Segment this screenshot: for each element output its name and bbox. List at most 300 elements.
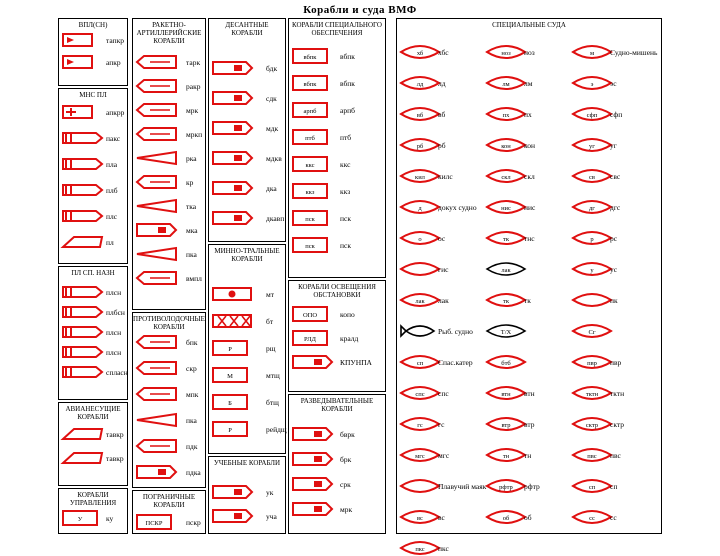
symbol-label: пх (524, 110, 532, 119)
cross-symbol-icon (212, 313, 254, 329)
symbol-inner-text: сп (416, 360, 424, 367)
symbol-label: эс (610, 79, 617, 88)
symbol-item (136, 438, 202, 454)
symbol-label: мтщ (266, 371, 280, 380)
symbol-label: докух судно (438, 203, 477, 212)
symbol-label: мпк (186, 390, 199, 399)
symbol-item (486, 447, 566, 463)
symbol-label: бпк (186, 338, 198, 347)
symbol-inner-text: лм (502, 81, 510, 88)
symbol-inner-text: У (77, 516, 83, 523)
symbol-label: рб (438, 141, 446, 150)
symbol-label: сфп (610, 110, 623, 119)
symbol-item (136, 54, 202, 70)
flag-symbol-icon (62, 32, 104, 48)
symbol-item (400, 447, 480, 463)
ship-symbol-icon (212, 60, 254, 76)
eye-symbol-icon (572, 447, 614, 463)
symbol-inner-text: уг (589, 143, 595, 150)
eye-symbol-icon (572, 416, 614, 432)
hull-symbol-icon (62, 344, 104, 360)
symbol-item (136, 270, 202, 286)
symbol-inner-text: спс (415, 391, 425, 398)
symbol-label: вс (438, 513, 445, 522)
symbol-label: бтщ (266, 398, 279, 407)
symbol-label: кр (186, 178, 194, 187)
symbol-inner-text: пкс (415, 546, 425, 553)
tri-symbol-icon (136, 412, 178, 428)
symbol-inner-text: вбпк (303, 81, 317, 88)
symbol-item (486, 416, 566, 432)
boxtext-symbol-icon (212, 340, 254, 356)
symbol-label: мдкв (266, 154, 282, 163)
symbol-label: Плавучий маяк (438, 482, 487, 491)
symbol-inner-text: об (502, 515, 510, 522)
symbol-item (486, 137, 566, 153)
symbol-item (136, 386, 202, 402)
eye-symbol-icon (486, 354, 528, 370)
boxtext-symbol-icon (292, 48, 334, 64)
symbol-label: ракр (186, 82, 201, 91)
eye-symbol-icon (572, 385, 614, 401)
symbol-label: тавкр (106, 454, 124, 463)
symbol-label: хбс (438, 48, 449, 57)
symbol-label: ку (106, 514, 114, 523)
symbol-label: ос (438, 234, 446, 243)
symbol-inner-text: сс (589, 515, 595, 522)
boxtext-symbol-icon (292, 306, 334, 322)
symbol-label: гис (438, 265, 449, 274)
symbol-label: вб (438, 110, 446, 119)
eye-symbol-icon (400, 509, 442, 525)
symbol-inner-text: кон (501, 143, 511, 150)
symbol-item (292, 75, 382, 91)
symbol-label: лак (438, 296, 449, 305)
symbol-item (136, 334, 202, 350)
symbol-label: ноз (524, 48, 535, 57)
symbol-inner-text: ПСКР (145, 520, 163, 527)
ship-symbol-icon (136, 222, 178, 238)
symbol-item (212, 60, 282, 76)
symbol-inner-text: ноз (501, 50, 511, 57)
symbol-label: ккс (340, 160, 351, 169)
symbol-item (572, 106, 652, 122)
symbol-label: сп (610, 482, 618, 491)
arrowship-symbol-icon (136, 360, 178, 376)
symbol-label: плс (106, 212, 118, 221)
symbol-inner-text: нис (501, 205, 511, 212)
symbol-item (292, 354, 382, 370)
eye-symbol-icon (486, 75, 528, 91)
symbol-label: пскр (186, 518, 201, 527)
symbol-item (486, 168, 566, 184)
symbol-label: мгс (438, 451, 450, 460)
symbol-inner-text: Б (228, 400, 232, 407)
boxtext-symbol-icon (212, 421, 254, 437)
panel-header: ПОГРАНИЧНЫЕ КОРАБЛИ (142, 493, 196, 509)
eye-symbol-icon (572, 292, 614, 308)
symbol-item (572, 509, 652, 525)
symbol-item (400, 478, 487, 494)
symbol-item (400, 137, 480, 153)
eye-symbol-icon (486, 416, 528, 432)
symbol-inner-text: м (589, 50, 595, 57)
symbol-inner-text: скл (501, 174, 511, 181)
symbol-item (212, 340, 282, 356)
symbol-item (572, 385, 652, 401)
symbol-label: пка (186, 250, 197, 259)
symbol-label: Судно-мишень (610, 48, 658, 57)
symbol-label: спс (438, 389, 449, 398)
symbol-inner-text: птб (305, 135, 315, 142)
symbol-label: мка (186, 226, 198, 235)
eye-symbol-icon (572, 75, 614, 91)
symbol-item (136, 102, 202, 118)
symbol-item (400, 230, 480, 246)
boxtext-symbol-icon (292, 183, 334, 199)
symbol-inner-text: хб (416, 50, 424, 57)
panel-header: УЧЕБНЫЕ КОРАБЛИ (213, 459, 281, 467)
eye-symbol-icon (400, 75, 442, 91)
symbol-inner-text: вб (416, 112, 424, 119)
symbol-item (62, 208, 124, 224)
boxtext-symbol-icon (292, 156, 334, 172)
boxtext-symbol-icon (292, 75, 334, 91)
symbol-label: плсн (106, 288, 122, 297)
symbol-item (136, 198, 202, 214)
symbol-label: бдк (266, 64, 278, 73)
symbol-item (136, 464, 202, 480)
symbol-label: рфтр (524, 482, 540, 491)
symbol-item (212, 394, 282, 410)
eye-symbol-icon (486, 44, 528, 60)
arrowship-symbol-icon (136, 334, 178, 350)
symbol-item (292, 426, 382, 442)
eye-symbol-icon (486, 478, 528, 494)
symbol-item (486, 199, 566, 215)
symbol-label: свс (610, 172, 621, 181)
symbol-label: ук (266, 488, 274, 497)
symbol-inner-text: тк (503, 298, 509, 305)
symbol-label: мт (266, 290, 275, 299)
symbol-label: килс (438, 172, 453, 181)
symbol-label: пвр (610, 358, 622, 367)
symbol-item (62, 234, 124, 250)
symbol-label: уг (610, 141, 617, 150)
symbol-item (292, 237, 382, 253)
ship-symbol-icon (292, 354, 334, 370)
panel-header: СПЕЦИАЛЬНЫЕ СУДА (492, 21, 566, 29)
symbol-item (292, 129, 382, 145)
symbol-label: втр (524, 420, 535, 429)
eye-symbol-icon (572, 354, 614, 370)
symbol-label: КПУНПА (340, 358, 372, 367)
symbol-label: лм (524, 79, 533, 88)
eye-symbol-icon (486, 137, 528, 153)
symbol-label: нис (524, 203, 536, 212)
fish-symbol-icon (400, 323, 442, 339)
arrowship-symbol-icon (136, 438, 178, 454)
symbol-label: спласн (106, 368, 128, 377)
symbol-inner-text: э (590, 81, 594, 88)
hull-symbol-icon (62, 364, 104, 380)
eye-symbol-icon (400, 168, 442, 184)
symbol-inner-text: сп (588, 484, 596, 491)
boxtext-symbol-icon (136, 514, 178, 530)
symbol-item (572, 416, 652, 432)
ship-symbol-icon (136, 464, 178, 480)
symbol-label: плб (106, 186, 118, 195)
symbol-inner-text: рфтр (499, 484, 513, 491)
symbol-label: апкрр (106, 108, 125, 117)
slant-symbol-icon (62, 426, 104, 442)
tri-symbol-icon (136, 198, 178, 214)
symbol-label: рщ (266, 344, 276, 353)
symbol-label: арпб (340, 106, 355, 115)
symbol-item (136, 174, 202, 190)
symbol-item (400, 168, 480, 184)
symbol-inner-text: у (590, 267, 594, 274)
symbol-item (212, 421, 287, 437)
symbol-item (62, 104, 124, 120)
symbol-inner-text: пвр (587, 360, 597, 367)
symbol-item (400, 323, 480, 339)
symbol-label: об (524, 513, 532, 522)
tri-symbol-icon (136, 246, 178, 262)
symbol-label: скл (524, 172, 535, 181)
symbol-item (400, 416, 480, 432)
symbol-item (572, 447, 652, 463)
symbol-label: ккз (340, 187, 351, 196)
symbol-item (136, 78, 202, 94)
symbol-item (486, 75, 566, 91)
symbol-label: пск (340, 241, 351, 250)
symbol-item (62, 364, 128, 380)
eye-symbol-icon (400, 447, 442, 463)
eye-symbol-icon (572, 199, 614, 215)
eye-symbol-icon (486, 385, 528, 401)
symbol-label: птб (340, 133, 352, 142)
boxtext-symbol-icon (212, 367, 254, 383)
symbol-item (212, 484, 282, 500)
symbol-label: тка (186, 202, 197, 211)
symbol-item (572, 75, 652, 91)
eye-symbol-icon (400, 199, 442, 215)
symbol-item (62, 130, 124, 146)
symbol-item (136, 246, 202, 262)
symbol-item (292, 156, 382, 172)
eyek-symbol-icon (486, 323, 528, 339)
eye-symbol-icon (400, 44, 442, 60)
symbol-item (292, 102, 382, 118)
symbol-label: брк (340, 455, 352, 464)
symbol-label: пка (186, 416, 197, 425)
symbol-label: сдк (266, 94, 277, 103)
symbol-item (400, 75, 480, 91)
symbol-label: скр (186, 364, 197, 373)
symbol-label: бврк (340, 430, 355, 439)
symbol-inner-text: гс (417, 422, 423, 429)
panel-header: ДЕСАНТНЫЕ КОРАБЛИ (225, 21, 269, 37)
symbol-inner-text: вс (417, 515, 423, 522)
symbol-item (212, 120, 282, 136)
symbol-inner-text: д (418, 205, 422, 212)
eye-symbol-icon (486, 509, 528, 525)
symbol-label: рейдщ (266, 425, 287, 434)
panel-header: МИННО-ТРАЛЬНЫЕ КОРАБЛИ (214, 247, 280, 263)
symbol-label: гс (438, 420, 445, 429)
page-title: Корабли и суда ВМФ (303, 4, 417, 16)
hull-symbol-icon (62, 284, 104, 300)
symbol-inner-text: вбпк (303, 54, 317, 61)
symbol-item (136, 360, 202, 376)
symbol-item (212, 90, 282, 106)
symbol-label: рка (186, 154, 197, 163)
panel-header: КОРАБЛИ УПРАВЛЕНИЯ (69, 491, 117, 507)
symbol-label: тк (524, 296, 531, 305)
hull-symbol-icon (62, 130, 104, 146)
symbol-label: дгс (610, 203, 621, 212)
slant-symbol-icon (62, 234, 104, 250)
symbol-item (400, 261, 480, 277)
boxtext-symbol-icon (292, 237, 334, 253)
symbol-label: пакс (106, 134, 121, 143)
symbol-inner-text: тн (502, 453, 510, 460)
symbol-item (486, 478, 566, 494)
tri-symbol-icon (136, 150, 178, 166)
eye-symbol-icon (572, 509, 614, 525)
eye-symbol-icon (400, 478, 442, 494)
ship-symbol-icon (212, 508, 254, 524)
symbol-label: мдк (266, 124, 279, 133)
symbol-item (62, 156, 124, 172)
flag-symbol-icon (62, 54, 104, 70)
symbol-inner-text: ккс (305, 162, 315, 169)
symbol-item (486, 385, 566, 401)
eye-symbol-icon (400, 354, 442, 370)
eyek-symbol-icon (486, 261, 528, 277)
symbol-item (292, 501, 382, 517)
arrowship-symbol-icon (136, 270, 178, 286)
eye-symbol-icon (572, 323, 614, 339)
symbol-label: пвс (610, 451, 621, 460)
ship-symbol-icon (292, 476, 334, 492)
arrowship-symbol-icon (136, 174, 178, 190)
eye-symbol-icon (400, 106, 442, 122)
symbol-label: плбсн (106, 308, 125, 317)
symbol-item (212, 210, 285, 226)
hull-symbol-icon (62, 156, 104, 172)
eye-symbol-icon (486, 199, 528, 215)
ship-symbol-icon (292, 426, 334, 442)
symbol-item (486, 354, 566, 370)
symbol-inner-text: арпб (303, 108, 317, 115)
symbol-item (212, 180, 282, 196)
symbol-label: пл (106, 238, 114, 247)
panel-header: ПРОТИВОЛОДОЧНЫЕ КОРАБЛИ (133, 315, 205, 331)
symbol-item (572, 44, 658, 60)
boxtext-symbol-icon (292, 330, 334, 346)
symbol-item (486, 509, 566, 525)
symbol-label: тн (524, 451, 532, 460)
mine-symbol-icon (212, 286, 254, 302)
symbol-inner-text: лд (416, 81, 424, 88)
symbol-inner-text: пск (305, 216, 315, 223)
symbol-item (62, 510, 124, 526)
eye-symbol-icon (486, 168, 528, 184)
panel-header: МНС ПЛ (79, 91, 107, 99)
symbol-inner-text: сктр (585, 422, 599, 429)
symbol-label: вбпк (340, 79, 355, 88)
boxtext-symbol-icon (62, 510, 104, 526)
symbol-item (212, 367, 282, 383)
arrowship-symbol-icon (136, 102, 178, 118)
symbol-inner-text: ккз (305, 189, 315, 196)
symbol-inner-text: мгс (415, 453, 425, 460)
ship-symbol-icon (212, 210, 254, 226)
symbol-label: тавкр (106, 430, 124, 439)
eye-symbol-icon (486, 447, 528, 463)
panel-header: АВИАНЕСУЩИЕ КОРАБЛИ (65, 405, 121, 421)
symbol-inner-text: сфп (586, 112, 598, 119)
symbol-label: пк (610, 296, 618, 305)
symbol-inner-text: тктн (585, 391, 599, 398)
symbol-item (292, 48, 382, 64)
panel-header: ПЛ СП. НАЗН (71, 269, 115, 277)
symbol-label: бт (266, 317, 274, 326)
symbol-item (400, 292, 480, 308)
symbol-label: уча (266, 512, 277, 521)
eye-symbol-icon (572, 44, 614, 60)
symbol-label: сс (610, 513, 617, 522)
flag2-symbol-icon (62, 104, 104, 120)
symbol-item (486, 323, 566, 339)
hull-symbol-icon (62, 304, 104, 320)
ship-symbol-icon (212, 484, 254, 500)
symbol-inner-text: кил (415, 174, 425, 181)
symbol-item (62, 426, 124, 442)
symbol-label: пдка (186, 468, 201, 477)
symbol-item (62, 344, 124, 360)
boxtext-symbol-icon (292, 102, 334, 118)
symbol-inner-text: ОПО (302, 312, 318, 319)
symbol-item (212, 508, 282, 524)
symbol-item (572, 199, 652, 215)
symbol-label: кон (524, 141, 536, 150)
symbol-item (572, 354, 652, 370)
symbol-item (292, 183, 382, 199)
symbol-item (136, 150, 202, 166)
symbol-inner-text: пвс (587, 453, 597, 460)
ship-symbol-icon (212, 120, 254, 136)
panel-header: РАЗВЕДЫВАТЕЛЬНЫЕ КОРАБЛИ (300, 397, 374, 413)
ship-symbol-icon (212, 150, 254, 166)
ship-symbol-icon (212, 90, 254, 106)
ship-symbol-icon (292, 451, 334, 467)
hull-symbol-icon (62, 182, 104, 198)
eye-symbol-icon (486, 230, 528, 246)
symbol-label: Спас.катер (438, 358, 473, 367)
symbol-label: пдк (186, 442, 198, 451)
panel-header: ВПЛ(СН) (78, 21, 108, 29)
hull-symbol-icon (62, 208, 104, 224)
symbol-item (572, 230, 652, 246)
symbol-item (292, 451, 382, 467)
symbol-item (136, 126, 202, 142)
panel-p1 (58, 18, 128, 86)
symbol-item (212, 286, 282, 302)
symbol-label: апкр (106, 58, 121, 67)
